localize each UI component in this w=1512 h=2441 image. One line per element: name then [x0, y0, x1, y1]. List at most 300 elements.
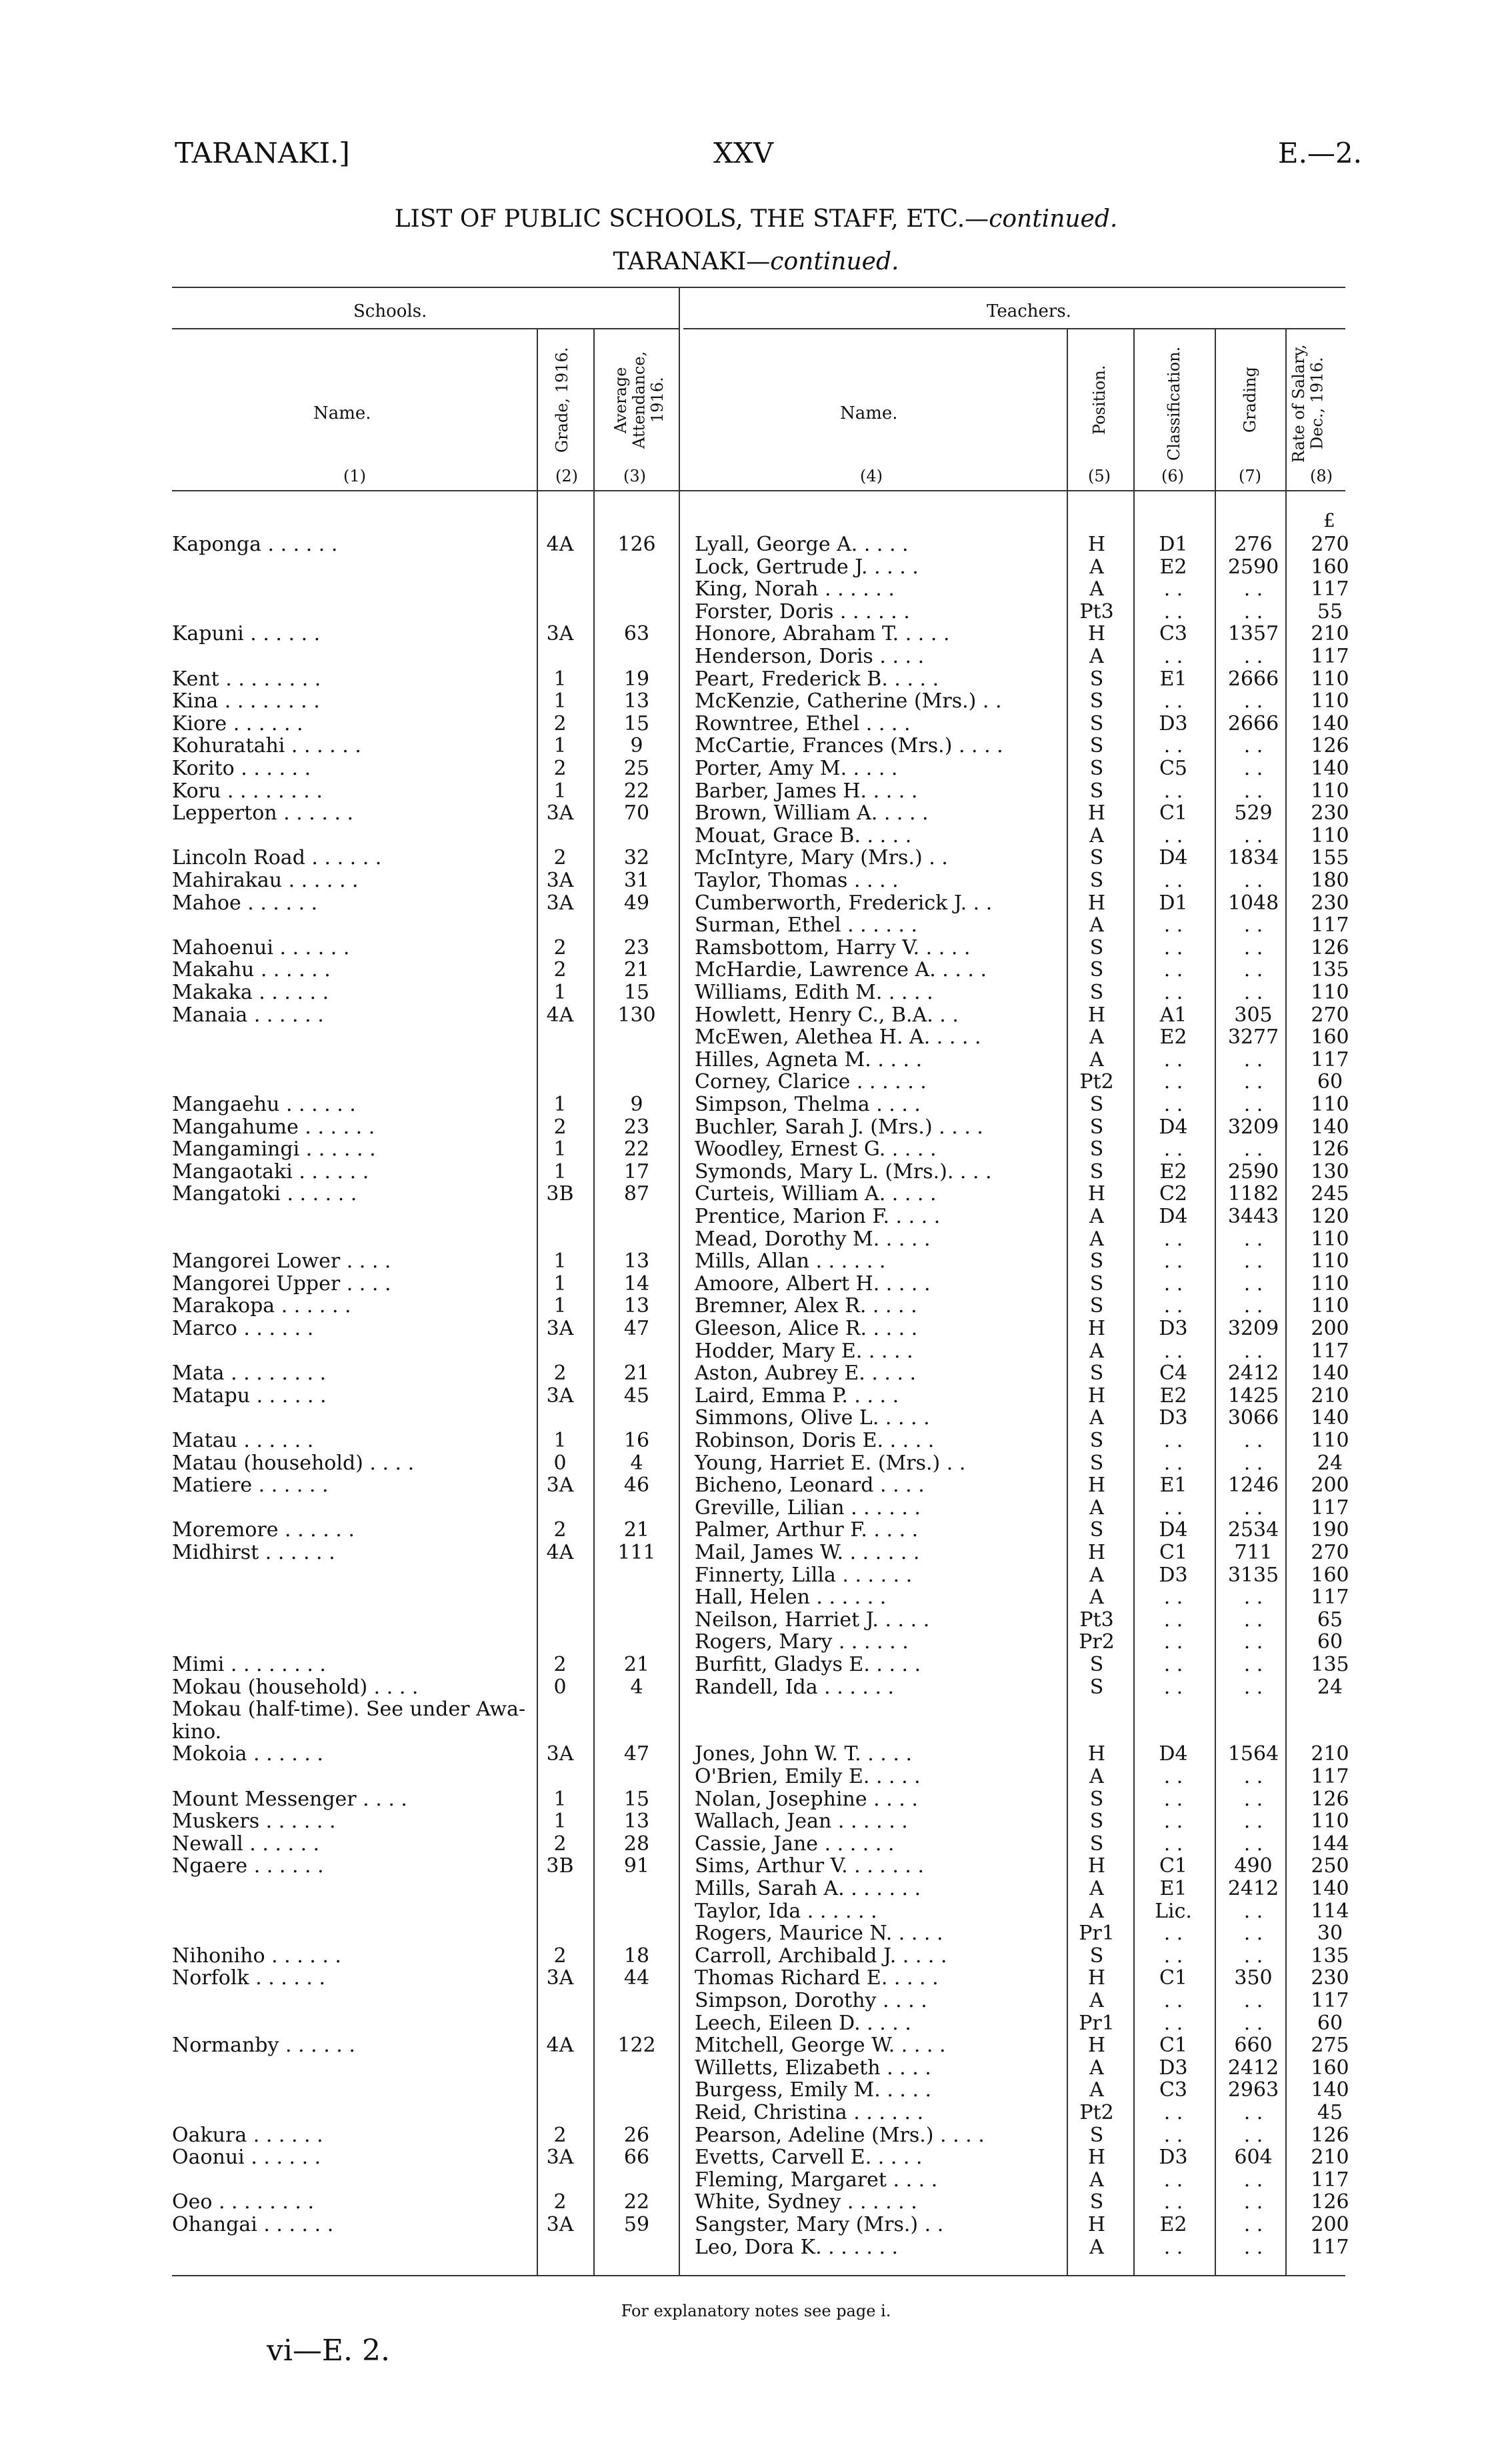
cell-grade: 1 — [553, 667, 567, 691]
cell-grd: 2412 — [1227, 2056, 1279, 2080]
cell-name: Thomas Richard E. . . . . — [695, 1966, 939, 1990]
table-row — [0, 937, 1512, 959]
cell-grd: 3443 — [1227, 1205, 1279, 1228]
cell-name: Woodley, Ernest G. . . . . — [695, 1137, 937, 1161]
cell-att: 17 — [623, 1159, 650, 1183]
cell-grd: 2412 — [1227, 1362, 1279, 1386]
cell-name: Jones, John W. T. . . . . — [695, 1742, 912, 1766]
cell-sal: 270 — [1311, 533, 1349, 556]
cell-grd: . . — [1243, 779, 1263, 803]
cell-grd: 490 — [1234, 1854, 1273, 1878]
cell-school: Normanby . . . . . . — [172, 2034, 355, 2058]
table-row — [0, 2124, 1512, 2147]
cell-sal: 117 — [1311, 1047, 1349, 1071]
cell-grade: 4A — [546, 533, 574, 556]
cell-cls: C1 — [1159, 1541, 1188, 1564]
table-row — [0, 2034, 1512, 2057]
cell-grade: 1 — [553, 1294, 567, 1318]
cell-cls: A1 — [1159, 1003, 1187, 1027]
cell-cls: D3 — [1159, 2146, 1188, 2170]
cell-grd: 2412 — [1227, 1877, 1279, 1900]
cell-cls: E2 — [1159, 2213, 1187, 2236]
cell-att: 22 — [623, 2190, 650, 2214]
cell-pos: S — [1089, 1832, 1104, 1856]
cell-sal: 117 — [1311, 1586, 1349, 1610]
cell-name: McHardie, Lawrence A. . . . . — [695, 958, 987, 982]
cell-grade: 3A — [546, 2146, 574, 2170]
cell-att: 28 — [623, 1832, 650, 1856]
cell-school: Matapu . . . . . . — [172, 1384, 327, 1408]
cell-name: Leo, Dora K. . . . . . . — [695, 2235, 899, 2259]
cell-school: Mokau (half-time). See under Awa- — [172, 1698, 526, 1722]
cell-sal: 200 — [1311, 1317, 1349, 1340]
cell-pos: A — [1089, 1025, 1104, 1049]
cell-pos: H — [1087, 1003, 1106, 1027]
cell-name: Brown, William A. . . . . — [695, 801, 929, 825]
cell-grd: . . — [1243, 2235, 1263, 2259]
cell-grd: 711 — [1234, 1541, 1273, 1564]
cell-sal: 117 — [1311, 1496, 1349, 1520]
cell-att: 49 — [623, 891, 650, 915]
cell-cls: . . — [1163, 1294, 1183, 1318]
cell-grade: 4A — [546, 1003, 574, 1027]
cell-pos: S — [1089, 1272, 1104, 1296]
cell-att: 18 — [623, 1944, 650, 1968]
cell-pos: H — [1087, 2034, 1106, 2058]
col-number-6: (6) — [1161, 467, 1184, 485]
cell-name: Mills, Sarah A. . . . . . . — [695, 1877, 921, 1900]
cell-name: Robinson, Doris E. . . . . — [695, 1429, 935, 1452]
page-subtitle-italic: continued. — [770, 248, 899, 275]
cell-sal: 275 — [1311, 2034, 1349, 2058]
table-row — [0, 847, 1512, 869]
schools-group-rule — [172, 328, 679, 329]
cell-school: Korito . . . . . . — [172, 757, 311, 780]
cell-sal: 117 — [1311, 1765, 1349, 1788]
cell-cls: . . — [1163, 1070, 1183, 1094]
cell-cls: . . — [1163, 1832, 1183, 1856]
cell-pos: A — [1089, 1877, 1104, 1900]
cell-name: Simmons, Olive L. . . . . — [695, 1406, 930, 1430]
cell-att: 47 — [623, 1317, 650, 1340]
cell-pos: S — [1089, 1451, 1104, 1475]
cell-name: Willetts, Elizabeth . . . . — [695, 2056, 931, 2080]
cell-grd: 3066 — [1227, 1406, 1279, 1430]
cell-att: 13 — [623, 689, 650, 713]
cell-school: Kohuratahi . . . . . . — [172, 734, 361, 758]
table-top-rule — [172, 287, 1345, 288]
cell-cls: . . — [1163, 2123, 1183, 2147]
cell-grd: . . — [1243, 869, 1263, 892]
cell-grd: . . — [1243, 823, 1263, 847]
cell-cls: . . — [1163, 869, 1183, 892]
cell-cls: . . — [1163, 2011, 1183, 2035]
cell-name: Hodder, Mary E. . . . . — [695, 1339, 913, 1363]
col-number-2: (2) — [555, 467, 578, 485]
cell-sal: 126 — [1311, 1787, 1349, 1811]
cell-pos: S — [1089, 1250, 1104, 1274]
cell-pos: S — [1089, 2190, 1104, 2214]
table-row — [0, 713, 1512, 735]
cell-cls: C3 — [1159, 2078, 1188, 2102]
cell-name: Curteis, William A. . . . . — [695, 1182, 937, 1206]
cell-pos: S — [1089, 1944, 1104, 1968]
cell-school: Norfolk . . . . . . — [172, 1966, 326, 1990]
cell-cls: . . — [1163, 913, 1183, 937]
cell-att: 21 — [623, 1362, 650, 1386]
table-row — [0, 1385, 1512, 1408]
col-number-4: (4) — [860, 467, 883, 485]
page-number: XXV — [713, 137, 774, 169]
cell-sal: 110 — [1311, 1250, 1349, 1274]
cell-pos: A — [1089, 1586, 1104, 1610]
table-row — [0, 1116, 1512, 1139]
table-row — [0, 1698, 1512, 1721]
cell-grd: . . — [1243, 2213, 1263, 2236]
cell-sal: 60 — [1317, 1630, 1343, 1654]
cell-grd: . . — [1243, 577, 1263, 601]
cell-grd: 3135 — [1227, 1563, 1279, 1587]
cell-grd: 2534 — [1227, 1518, 1279, 1542]
cell-grd: . . — [1243, 1451, 1263, 1475]
cell-pos: H — [1087, 1317, 1106, 1340]
cell-sal: 200 — [1311, 2213, 1349, 2236]
cell-school: Makaka . . . . . . — [172, 981, 329, 1004]
cell-grade: 2 — [553, 1944, 567, 1968]
cell-cls: . . — [1163, 1451, 1183, 1475]
table-row — [0, 959, 1512, 981]
cell-school: Kapuni . . . . . . — [172, 622, 321, 646]
cell-cls: C5 — [1159, 757, 1188, 780]
cell-att: 13 — [623, 1250, 650, 1274]
cell-cls: E2 — [1159, 1159, 1187, 1183]
cell-name: Carroll, Archibald J. . . . . — [695, 1944, 947, 1968]
cell-name: McKenzie, Catherine (Mrs.) . . — [695, 689, 1002, 713]
cell-att: 31 — [623, 869, 650, 892]
cell-pos: H — [1087, 1854, 1106, 1878]
cell-cls: D3 — [1159, 1406, 1188, 1430]
cell-grade: 3A — [546, 1474, 574, 1498]
table-row — [0, 1609, 1512, 1632]
cell-school: Mokau (household) . . . . — [172, 1675, 419, 1699]
table-row — [0, 1900, 1512, 1923]
cell-grd: . . — [1243, 1944, 1263, 1968]
cell-pos: A — [1089, 1563, 1104, 1587]
cell-grd: 350 — [1234, 1966, 1273, 1990]
cell-grd: . . — [1243, 1227, 1263, 1251]
cell-att: 15 — [623, 1787, 650, 1811]
cell-pos: Pr2 — [1079, 1630, 1115, 1654]
table-row — [0, 825, 1512, 847]
table-row — [0, 1766, 1512, 1788]
cell-name: Honore, Abraham T. . . . . — [695, 622, 950, 646]
cell-sal: 110 — [1311, 1227, 1349, 1251]
cell-school: Marakopa . . . . . . — [172, 1294, 351, 1318]
cell-cls: C3 — [1159, 622, 1188, 646]
cell-name: Burfitt, Gladys E. . . . . — [695, 1653, 921, 1676]
cell-sal: 140 — [1311, 1877, 1349, 1900]
cell-sal: 135 — [1311, 1653, 1349, 1676]
cell-cls: . . — [1163, 1137, 1183, 1161]
cell-school: Mangorei Lower . . . . — [172, 1250, 391, 1274]
cell-school: Oeo . . . . . . . . — [172, 2190, 314, 2214]
table-row — [0, 1452, 1512, 1475]
cell-name: Leech, Eileen D. . . . . — [695, 2011, 911, 2035]
cell-pos: A — [1089, 913, 1104, 937]
cell-pos: S — [1089, 2123, 1104, 2147]
cell-name: Young, Harriet E. (Mrs.) . . — [695, 1451, 966, 1475]
cell-pos: S — [1089, 869, 1104, 892]
cell-att: 21 — [623, 1653, 650, 1676]
cell-cls: . . — [1163, 1339, 1183, 1363]
cell-sal: 144 — [1311, 1832, 1349, 1856]
cell-att: 45 — [623, 1384, 650, 1408]
cell-sal: 135 — [1311, 958, 1349, 982]
table-row — [0, 578, 1512, 601]
cell-cls: . . — [1163, 1630, 1183, 1654]
table-row — [0, 1676, 1512, 1699]
cell-cls: . . — [1163, 2168, 1183, 2192]
cell-grd: . . — [1243, 1070, 1263, 1094]
cell-grd: . . — [1243, 1989, 1263, 2012]
cell-pos: H — [1087, 1742, 1106, 1766]
cell-sal: 160 — [1311, 1025, 1349, 1049]
cell-att: 91 — [623, 1854, 650, 1878]
cell-grd: . . — [1243, 1496, 1263, 1520]
cell-att: 87 — [623, 1182, 650, 1206]
cell-grd: 1357 — [1227, 622, 1279, 646]
cell-att: 15 — [623, 981, 650, 1004]
table-row — [0, 1721, 1512, 1744]
cell-pos: S — [1089, 689, 1104, 713]
cell-name: Sangster, Mary (Mrs.) . . — [695, 2213, 944, 2236]
cell-name: Surman, Ethel . . . . . . — [695, 913, 917, 937]
cell-name: Rogers, Maurice N. . . . . — [695, 1922, 943, 1946]
cell-sal: 230 — [1311, 1966, 1349, 1990]
cell-grd: . . — [1243, 757, 1263, 780]
cell-pos: H — [1087, 533, 1106, 556]
cell-school: Mangaotaki . . . . . . — [172, 1159, 369, 1183]
cell-cls: D3 — [1159, 711, 1188, 735]
cell-grade: 3A — [546, 891, 574, 915]
page-title-main: LIST OF PUBLIC SCHOOLS, THE STAFF, ETC.— — [394, 205, 989, 233]
cell-grd: . . — [1243, 1899, 1263, 1923]
table-row — [0, 1474, 1512, 1497]
cell-grade: 3A — [546, 1742, 574, 1766]
cell-cls: Lic. — [1155, 1899, 1192, 1923]
cell-sal: 126 — [1311, 2190, 1349, 2214]
cell-sal: 110 — [1311, 689, 1349, 713]
cell-school: Mimi . . . . . . . . — [172, 1653, 326, 1676]
cell-grd: . . — [1243, 958, 1263, 982]
cell-sal: 230 — [1311, 801, 1349, 825]
table-row — [0, 1183, 1512, 1205]
cell-grd: . . — [1243, 1608, 1263, 1632]
cell-sal: 55 — [1317, 599, 1343, 623]
cell-grade: 1 — [553, 1250, 567, 1274]
cell-name: Cumberworth, Frederick J. . . — [695, 891, 993, 915]
cell-cls: D4 — [1159, 1205, 1188, 1228]
cell-grd: . . — [1243, 2190, 1263, 2214]
cell-pos: S — [1089, 779, 1104, 803]
cell-sal: 210 — [1311, 1384, 1349, 1408]
table-row — [0, 1922, 1512, 1945]
cell-school: Oakura . . . . . . — [172, 2123, 323, 2147]
cell-grade: 2 — [553, 958, 567, 982]
cell-sal: 117 — [1311, 2235, 1349, 2259]
cell-sal: 160 — [1311, 1563, 1349, 1587]
cell-att: 122 — [617, 2034, 656, 2058]
cell-cls: . . — [1163, 1944, 1183, 1968]
cell-pos: A — [1089, 1989, 1104, 2012]
header-bottom-rule — [172, 490, 1345, 491]
cell-cls: D3 — [1159, 2056, 1188, 2080]
table-row — [0, 1295, 1512, 1318]
cell-cls: C1 — [1159, 2034, 1188, 2058]
cell-grd: 1425 — [1227, 1384, 1279, 1408]
cell-grd: 1834 — [1227, 846, 1279, 870]
table-row — [0, 2102, 1512, 2124]
table-row — [0, 2012, 1512, 2035]
cell-school: Mangatoki . . . . . . — [172, 1182, 357, 1206]
cell-att: 26 — [623, 2123, 650, 2147]
table-row — [0, 690, 1512, 713]
table-row — [0, 2191, 1512, 2214]
cell-cls: . . — [1163, 1093, 1183, 1116]
cell-att: 22 — [623, 1137, 650, 1161]
cell-att: 14 — [623, 1272, 650, 1296]
cell-name: Mitchell, George W. . . . . — [695, 2034, 946, 2058]
col-number-3: (3) — [623, 467, 646, 485]
table-row — [0, 623, 1512, 645]
cell-sal: 126 — [1311, 1137, 1349, 1161]
cell-pos: Pt2 — [1079, 2101, 1114, 2124]
cell-att: 25 — [623, 757, 650, 780]
attendance-header: Average Attendance, 1916. — [611, 351, 667, 449]
cell-cls: . . — [1163, 2101, 1183, 2124]
cell-grd: . . — [1243, 1810, 1263, 1834]
cell-pos: S — [1089, 1653, 1104, 1676]
table-row — [0, 1631, 1512, 1654]
cell-grd: . . — [1243, 1339, 1263, 1363]
table-row — [0, 645, 1512, 668]
cell-cls: . . — [1163, 1989, 1183, 2012]
cell-att: 22 — [623, 779, 650, 803]
cell-cls: E1 — [1159, 667, 1187, 691]
cell-name: Prentice, Marion F. . . . . — [695, 1205, 941, 1228]
cell-name: McEwen, Alethea H. A. . . . . — [695, 1025, 981, 1049]
cell-att: 4 — [630, 1451, 643, 1475]
cell-sal: 126 — [1311, 734, 1349, 758]
cell-name: Aston, Aubrey E. . . . . — [695, 1362, 917, 1386]
cell-att: 9 — [630, 734, 643, 758]
teachers-group-rule — [683, 328, 1345, 329]
table-row — [0, 1273, 1512, 1296]
cell-cls: . . — [1163, 958, 1183, 982]
cell-name: Nolan, Josephine . . . . — [695, 1787, 918, 1811]
cell-school: Mangorei Upper . . . . — [172, 1272, 391, 1296]
cell-att: 66 — [623, 2146, 650, 2170]
table-row — [0, 668, 1512, 691]
cell-cls: D3 — [1159, 1563, 1188, 1587]
cell-grd: . . — [1243, 1765, 1263, 1788]
cell-sal: 110 — [1311, 1810, 1349, 1834]
cell-school: Mount Messenger . . . . — [172, 1787, 407, 1811]
cell-sal: 160 — [1311, 555, 1349, 579]
cell-name: Mead, Dorothy M. . . . . — [695, 1227, 931, 1251]
cell-sal: 110 — [1311, 779, 1349, 803]
cell-name: O'Brien, Emily E. . . . . — [695, 1765, 921, 1788]
cell-name: Mouat, Grace B. . . . . — [695, 823, 912, 847]
cell-pos: S — [1089, 1294, 1104, 1318]
table-row — [0, 2079, 1512, 2102]
cell-school: Marco . . . . . . — [172, 1317, 314, 1340]
cell-name: Lyall, George A. . . . . — [695, 533, 909, 556]
cell-name: Simpson, Dorothy . . . . — [695, 1989, 927, 2012]
table-row — [0, 1250, 1512, 1273]
cell-grade: 1 — [553, 779, 567, 803]
cell-cls: . . — [1163, 1787, 1183, 1811]
cell-school: Mokoia . . . . . . — [172, 1742, 323, 1766]
cell-att: 23 — [623, 1115, 650, 1139]
cell-cls: . . — [1163, 1429, 1183, 1452]
cell-name: Rogers, Mary . . . . . . — [695, 1630, 909, 1654]
cell-pos: S — [1089, 1787, 1104, 1811]
table-row — [0, 556, 1512, 579]
cell-name: Laird, Emma P. . . . . — [695, 1384, 899, 1408]
cell-school: Newall . . . . . . — [172, 1832, 320, 1856]
cell-grd: . . — [1243, 1675, 1263, 1699]
cell-sal: 126 — [1311, 2123, 1349, 2147]
cell-att: 126 — [617, 533, 656, 556]
cell-grade: 1 — [553, 1093, 567, 1116]
cell-grade: 1 — [553, 981, 567, 1004]
cell-cls: D4 — [1159, 1115, 1188, 1139]
cell-school: Koru . . . . . . . . — [172, 779, 323, 803]
cell-pos: H — [1087, 891, 1106, 915]
cell-grade: 0 — [553, 1451, 567, 1475]
cell-sal: 110 — [1311, 1093, 1349, 1116]
cell-grd: . . — [1243, 1832, 1263, 1856]
schools-group-header: Schools. — [353, 301, 427, 321]
cell-pos: S — [1089, 1675, 1104, 1699]
cell-school: Mahoenui . . . . . . — [172, 935, 350, 959]
cell-att: 59 — [623, 2213, 650, 2236]
cell-name: Forster, Doris . . . . . . — [695, 599, 910, 623]
cell-att: 46 — [623, 1474, 650, 1498]
cell-name: Greville, Lilian . . . . . . — [695, 1496, 921, 1520]
cell-sal: 210 — [1311, 1742, 1349, 1766]
cell-pos: S — [1089, 734, 1104, 758]
cell-name: Mail, James W. . . . . . . — [695, 1541, 920, 1564]
cell-cls: . . — [1163, 577, 1183, 601]
classification-header: Classification. — [1165, 346, 1183, 461]
table-row — [0, 601, 1512, 623]
cell-pos: A — [1089, 1227, 1104, 1251]
cell-att: 15 — [623, 711, 650, 735]
cell-name: Pearson, Adeline (Mrs.) . . . . — [695, 2123, 985, 2147]
cell-sal: 45 — [1317, 2101, 1343, 2124]
cell-grade: 1 — [553, 1787, 567, 1811]
cell-cls: C1 — [1159, 801, 1188, 825]
cell-name: Peart, Frederick B. . . . . — [695, 667, 939, 691]
cell-grade: 1 — [553, 1137, 567, 1161]
cell-att: 70 — [623, 801, 650, 825]
cell-sal: 135 — [1311, 1944, 1349, 1968]
cell-cls: C2 — [1159, 1182, 1188, 1206]
cell-sal: 24 — [1317, 1451, 1343, 1475]
running-header-right: E.—2. — [1277, 137, 1362, 169]
